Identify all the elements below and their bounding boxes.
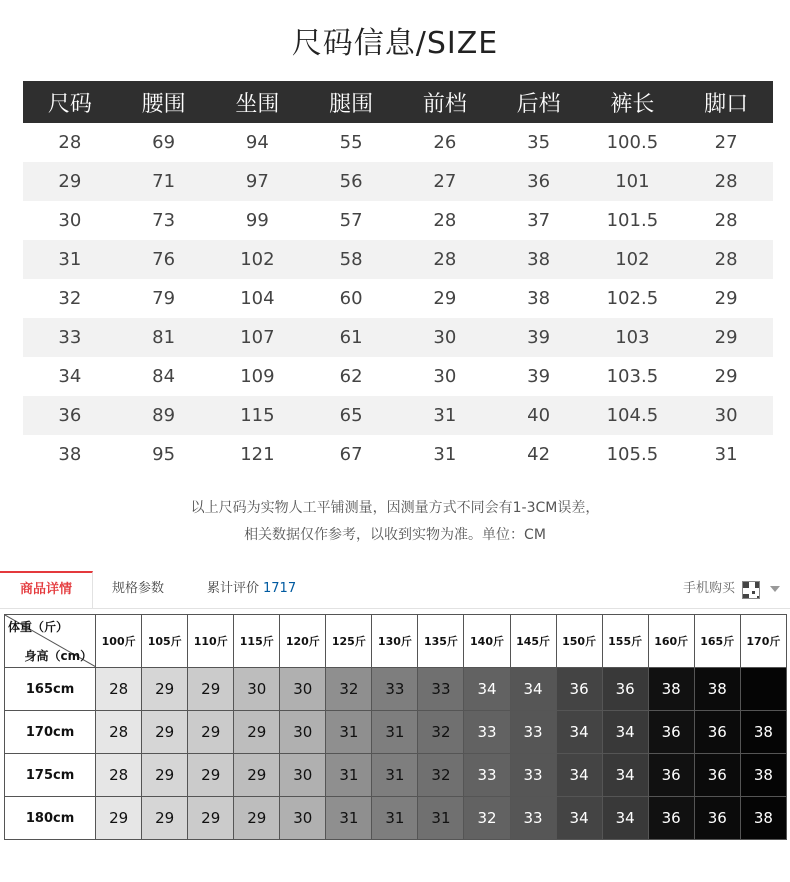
table-cell: 102.5 [606,288,659,309]
table-cell: 97 [211,162,305,201]
size-cell: 29 [142,711,188,754]
review-count: 1717 [263,581,297,596]
table-cell: 30 [58,210,82,231]
size-cell: 29 [96,797,142,840]
table-cell: 58 [304,240,398,279]
weight-header: 120斤 [280,615,326,668]
chevron-down-icon[interactable] [770,586,780,592]
table-cell: 39 [527,366,551,387]
weight-header: 150斤 [556,615,602,668]
weight-header: 125斤 [326,615,372,668]
size-cell: 28 [96,754,142,797]
table-cell: 28 [433,210,457,231]
table-cell: 84 [152,366,176,387]
size-col-header: 后档 [492,81,586,123]
size-cell: 31 [326,711,372,754]
size-cell: 32 [464,797,510,840]
table-cell: 32 [58,288,82,309]
table-cell: 30 [433,366,457,387]
table-cell: 28 [714,210,738,231]
table-cell: 57 [339,210,363,231]
size-cell: 29 [142,668,188,711]
page-title: 尺码信息/SIZE [291,26,499,61]
size-cell: 34 [464,668,510,711]
weight-header: 130斤 [372,615,418,668]
table-cell: 73 [152,210,176,231]
size-cell: 31 [372,754,418,797]
size-col-header: 坐围 [211,81,305,123]
weight-header: 100斤 [96,615,142,668]
table-cell: 28 [679,162,773,201]
table-cell: 103.5 [606,366,659,387]
table-cell: 42 [527,444,551,465]
table-cell: 30 [398,318,492,357]
size-cell: 29 [234,797,280,840]
table-cell: 71 [117,162,211,201]
table-cell: 61 [304,318,398,357]
size-cell: 31 [418,797,464,840]
table-row [23,318,773,357]
table-cell: 55 [339,132,363,153]
size-cell: 28 [96,711,142,754]
weight-header: 140斤 [464,615,510,668]
size-recommendation-grid [4,614,787,840]
size-cell: 29 [234,754,280,797]
table-cell: 95 [152,444,176,465]
table-row [23,357,773,396]
table-cell: 107 [211,318,305,357]
table-cell: 102 [586,240,680,279]
table-cell: 34 [58,366,82,387]
size-chart-body [23,123,773,474]
weight-header: 115斤 [234,615,280,668]
table-cell: 29 [679,318,773,357]
size-cell: 29 [142,754,188,797]
size-cell: 30 [234,668,280,711]
table-cell: 100.5 [606,132,659,153]
corner-height-label: 身高（cm） [24,649,93,663]
weight-header: 145斤 [510,615,556,668]
table-cell: 29 [23,162,117,201]
recommendation-body [5,668,787,840]
size-cell: 38 [740,711,786,754]
table-cell: 101.5 [606,210,659,231]
grid-row [5,711,787,754]
table-row [23,123,773,162]
table-cell: 31 [714,444,738,465]
size-cell: 36 [648,797,694,840]
table-cell: 104.5 [586,396,680,435]
corner-weight-label: 体重（斤） [8,620,69,634]
size-cell: 33 [464,711,510,754]
weight-header: 170斤 [740,615,786,668]
size-cell: 33 [418,668,464,711]
size-cell: 36 [556,668,602,711]
table-cell: 28 [58,132,82,153]
size-cell: 29 [234,711,280,754]
grid-row [5,668,787,711]
table-cell: 69 [152,132,176,153]
size-cell: 38 [740,797,786,840]
table-row [23,279,773,318]
table-cell: 76 [117,240,211,279]
weight-header: 160斤 [648,615,694,668]
table-cell: 102 [211,240,305,279]
tab-reviews-label: 累计评价 [207,581,260,596]
table-cell: 115 [211,396,305,435]
table-cell: 101 [586,162,680,201]
table-cell: 79 [152,288,176,309]
size-cell: 38 [648,668,694,711]
table-cell: 35 [527,132,551,153]
size-cell: 36 [648,711,694,754]
size-cell: 29 [188,754,234,797]
size-cell: 38 [694,668,740,711]
table-row [23,396,773,435]
table-cell: 27 [714,132,738,153]
table-cell: 103 [586,318,680,357]
size-cell [740,668,786,711]
size-cell: 32 [326,668,372,711]
size-cell: 36 [694,797,740,840]
size-cell: 34 [602,754,648,797]
qr-code-icon[interactable] [742,581,760,599]
table-cell: 56 [304,162,398,201]
size-cell: 32 [418,711,464,754]
size-cell: 34 [556,711,602,754]
table-cell: 29 [433,288,457,309]
size-cell: 34 [510,668,556,711]
table-cell: 38 [492,240,586,279]
size-cell: 34 [556,797,602,840]
weight-header-row [5,615,787,668]
weight-header: 165斤 [694,615,740,668]
size-cell: 29 [188,797,234,840]
weight-header: 105斤 [142,615,188,668]
measurement-note-line2: 相关数据仅作参考，以收到实物为准。单位：CM [244,527,546,543]
size-cell: 34 [602,797,648,840]
size-cell: 33 [464,754,510,797]
size-col-header: 裤长 [586,81,680,123]
size-cell: 30 [280,797,326,840]
table-cell: 94 [245,132,269,153]
weight-header: 155斤 [602,615,648,668]
size-cell: 31 [372,711,418,754]
size-cell: 30 [280,668,326,711]
table-cell: 38 [527,288,551,309]
size-cell: 31 [326,797,372,840]
tab-reviews[interactable] [207,572,296,606]
grid-corner-cell [5,615,96,668]
table-cell: 29 [714,288,738,309]
size-cell: 28 [96,668,142,711]
size-cell: 38 [740,754,786,797]
table-cell: 30 [679,396,773,435]
size-col-header: 脚口 [679,81,773,123]
size-chart-table [23,81,773,474]
grid-row [5,754,787,797]
size-col-header: 尺码 [23,81,117,123]
size-chart-header-row [23,81,773,123]
product-tabs-bar [0,572,790,609]
table-cell: 31 [398,396,492,435]
grid-row [5,797,787,840]
size-cell: 33 [510,711,556,754]
table-cell: 109 [240,366,275,387]
table-cell: 27 [398,162,492,201]
size-cell: 32 [418,754,464,797]
table-cell: 65 [304,396,398,435]
size-cell: 34 [602,711,648,754]
table-cell: 81 [117,318,211,357]
table-cell: 37 [527,210,551,231]
tab-product-details[interactable]: 商品详情 [0,571,93,608]
size-cell: 29 [142,797,188,840]
mobile-buy-link[interactable]: 手机购买 [683,581,736,596]
table-cell: 26 [433,132,457,153]
height-label: 180cm [5,797,96,840]
size-cell: 34 [556,754,602,797]
table-row [23,435,773,474]
table-cell: 28 [679,240,773,279]
table-cell: 29 [714,366,738,387]
table-cell: 38 [58,444,82,465]
height-label: 165cm [5,668,96,711]
table-cell: 33 [23,318,117,357]
table-cell: 121 [240,444,275,465]
size-col-header: 腿围 [304,81,398,123]
table-cell: 28 [398,240,492,279]
size-cell: 33 [510,797,556,840]
table-cell: 31 [433,444,457,465]
table-cell: 104 [240,288,275,309]
measurement-note-line1: 以上尺码为实物人工平铺测量，因测量方式不同会有1-3CM误差， [190,500,600,516]
size-cell: 31 [326,754,372,797]
height-label: 175cm [5,754,96,797]
height-label: 170cm [5,711,96,754]
table-cell: 31 [23,240,117,279]
size-cell: 36 [602,668,648,711]
tab-spec-params[interactable]: 规格参数 [112,581,165,596]
size-col-header: 腰围 [117,81,211,123]
table-cell: 99 [245,210,269,231]
table-cell: 89 [117,396,211,435]
size-cell: 36 [648,754,694,797]
table-cell: 39 [492,318,586,357]
table-row [23,162,773,201]
table-row [23,240,773,279]
table-cell: 60 [339,288,363,309]
size-cell: 30 [280,754,326,797]
size-cell: 31 [372,797,418,840]
size-cell: 29 [188,668,234,711]
table-cell: 105.5 [606,444,659,465]
table-cell: 67 [339,444,363,465]
size-cell: 33 [510,754,556,797]
size-cell: 33 [372,668,418,711]
size-cell: 29 [188,711,234,754]
table-cell: 62 [339,366,363,387]
weight-header: 110斤 [188,615,234,668]
table-cell: 36 [23,396,117,435]
size-cell: 36 [694,711,740,754]
size-cell: 30 [280,711,326,754]
table-cell: 36 [492,162,586,201]
size-col-header: 前档 [398,81,492,123]
table-cell: 40 [492,396,586,435]
weight-header: 135斤 [418,615,464,668]
table-row [23,201,773,240]
size-cell: 36 [694,754,740,797]
